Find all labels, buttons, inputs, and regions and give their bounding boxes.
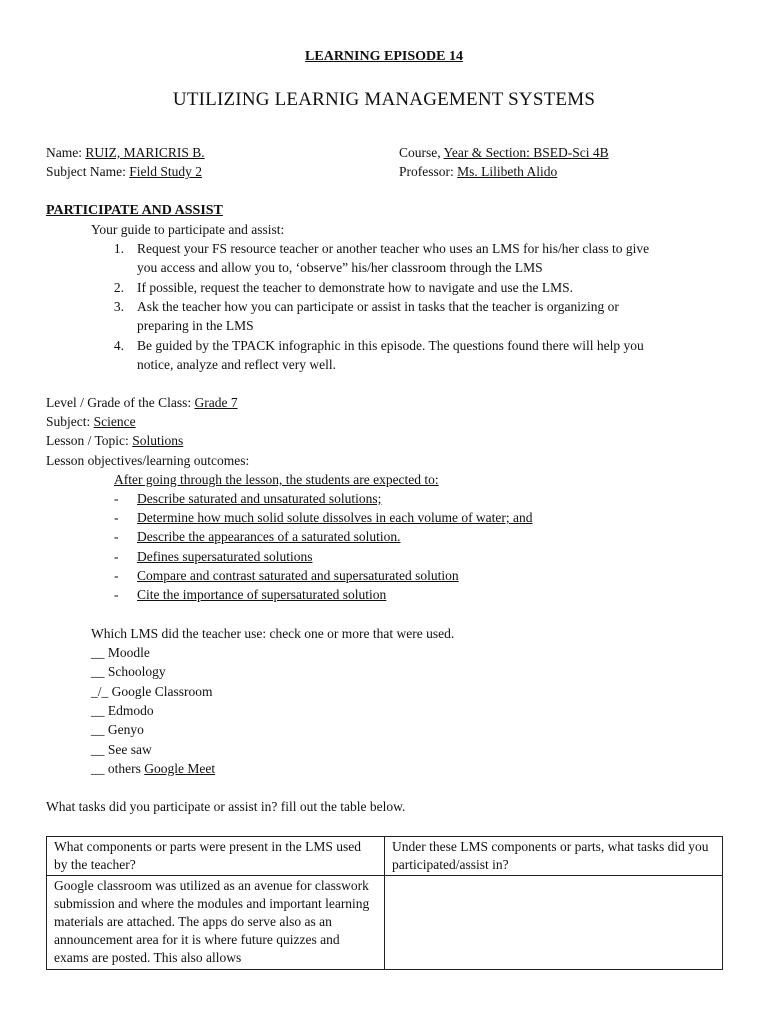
topic-value: Solutions [132,433,184,448]
objective-item: Describe saturated and unsaturated solutions; [137,491,382,506]
lms-option-label: See saw [107,741,152,757]
lms-option [91,662,166,681]
document-title: UTILIZING LEARNIG MANAGEMENT SYSTEMS [172,89,596,110]
lms-option-mark: __ [91,645,105,660]
lms-option-label: Edmodo [107,702,154,718]
name-line [46,143,205,162]
lms-others-value: Google Meet [144,760,216,776]
guide-item-text: Ask the teacher how you can participate or assist in tasks that the teacher is organizing or [137,299,619,314]
lms-option-mark: __ [91,741,105,757]
lms-option-mark: __ [91,722,105,738]
guide-item-number: 2. [113,280,124,295]
objectives-intro: After going through the lesson, the students are expected to: [114,472,439,487]
lms-option [91,720,144,739]
subject-label: Subject: [46,414,94,429]
objective-dash: - [114,548,119,564]
table-header-tasks: Under these LMS components or parts, what tasks did you participated/assist in? [385,837,723,876]
lms-option [91,643,150,662]
professor-value: Ms. Lilibeth Alido [457,164,558,179]
objectives-label: Lesson objectives/learning outcomes: [46,453,250,468]
course-label: Course, [399,145,444,160]
lms-option-mark: __ [91,702,105,718]
guide-item-text: Request your FS resource teacher or another teacher who uses an LMS for his/her class to give [137,241,650,256]
lms-question: Which LMS did the teacher use: check one or more that were used. [91,626,455,641]
objective-dash: - [114,529,119,545]
objective-item: Determine how much solid solute dissolves in each volume of water; and [137,510,533,526]
objective-item: Compare and contrast saturated and supersaturated solution [137,567,459,583]
subject-name-label: Subject Name: [46,164,130,179]
lms-option-mark: _/_ [91,683,109,699]
lms-option-label: Genyo [107,722,144,738]
lms-option-label: Schoology [107,664,166,680]
objective-dash: - [114,510,119,526]
lms-option-mark: __ [91,760,105,776]
course-value: Year & Section: BSED-Sci 4B [443,145,609,160]
tasks-prompt: What tasks did you participate or assist in? fill out the table below. [46,799,406,814]
lms-option-label: Google Classroom [111,683,213,699]
table-cell-components: Google classroom was utilized as an avenue for classwork submission and where the modules and important learning materials are attached. The apps do serve also as an announcement area for it is where future quizzes and exams are posted. This also allows [54,878,370,965]
guide-item-text: Be guided by the TPACK infographic in this episode. The questions found there will help you [137,338,644,353]
guide-item-text: preparing in the LMS [137,318,254,333]
course-line [399,143,609,162]
name-value: RUIZ, MARICRIS B. [85,145,205,160]
section-heading: PARTICIPATE AND ASSIST [46,203,223,218]
guide-item-number: 4. [113,338,124,353]
table-header-row [47,837,723,876]
episode-heading: LEARNING EPISODE 14 [305,49,463,64]
subject-name-line [46,162,202,181]
professor-line [399,162,557,181]
guide-item-text: If possible, request the teacher to demonstrate how to navigate and use the LMS. [137,280,574,295]
topic-label: Lesson / Topic: [46,433,133,448]
level-value: Grade 7 [194,395,238,410]
lms-option [91,701,154,720]
objective-dash: - [114,567,119,583]
professor-label: Professor: [399,164,458,179]
guide-item-number: 3. [113,299,124,314]
lms-option [91,740,152,759]
objective-item: Defines supersaturated solutions [137,548,313,564]
lms-option-label: others [107,760,145,776]
objective-dash: - [114,587,119,602]
level-label: Level / Grade of the Class: [46,395,195,410]
guide-item-text: you access and allow you to, ‘observe” his/her classroom through the LMS [137,260,543,275]
table-header-components: What components or parts were present in the LMS used by the teacher? [47,837,385,876]
name-label: Name: [46,145,86,160]
topic-line [46,431,183,450]
guide-item-text: notice, analyze and reflect very well. [137,357,337,372]
lms-option-mark: __ [91,664,105,680]
objective-item: Cite the importance of supersaturated solution [137,587,387,602]
table-cell-tasks [392,877,715,968]
subject-name-value: Field Study 2 [129,164,202,179]
objective-dash: - [114,491,119,506]
subject-line [46,412,136,431]
lms-option [91,682,213,701]
lms-option-label: Moodle [107,645,150,660]
subject-value: Science [93,414,136,429]
lms-option [91,759,215,778]
objective-item: Describe the appearances of a saturated solution. [137,529,401,545]
tasks-table [46,836,723,970]
table-row [47,876,723,970]
guide-intro: Your guide to participate and assist: [91,222,285,237]
guide-item-number: 1. [113,241,124,256]
level-line [46,393,238,412]
